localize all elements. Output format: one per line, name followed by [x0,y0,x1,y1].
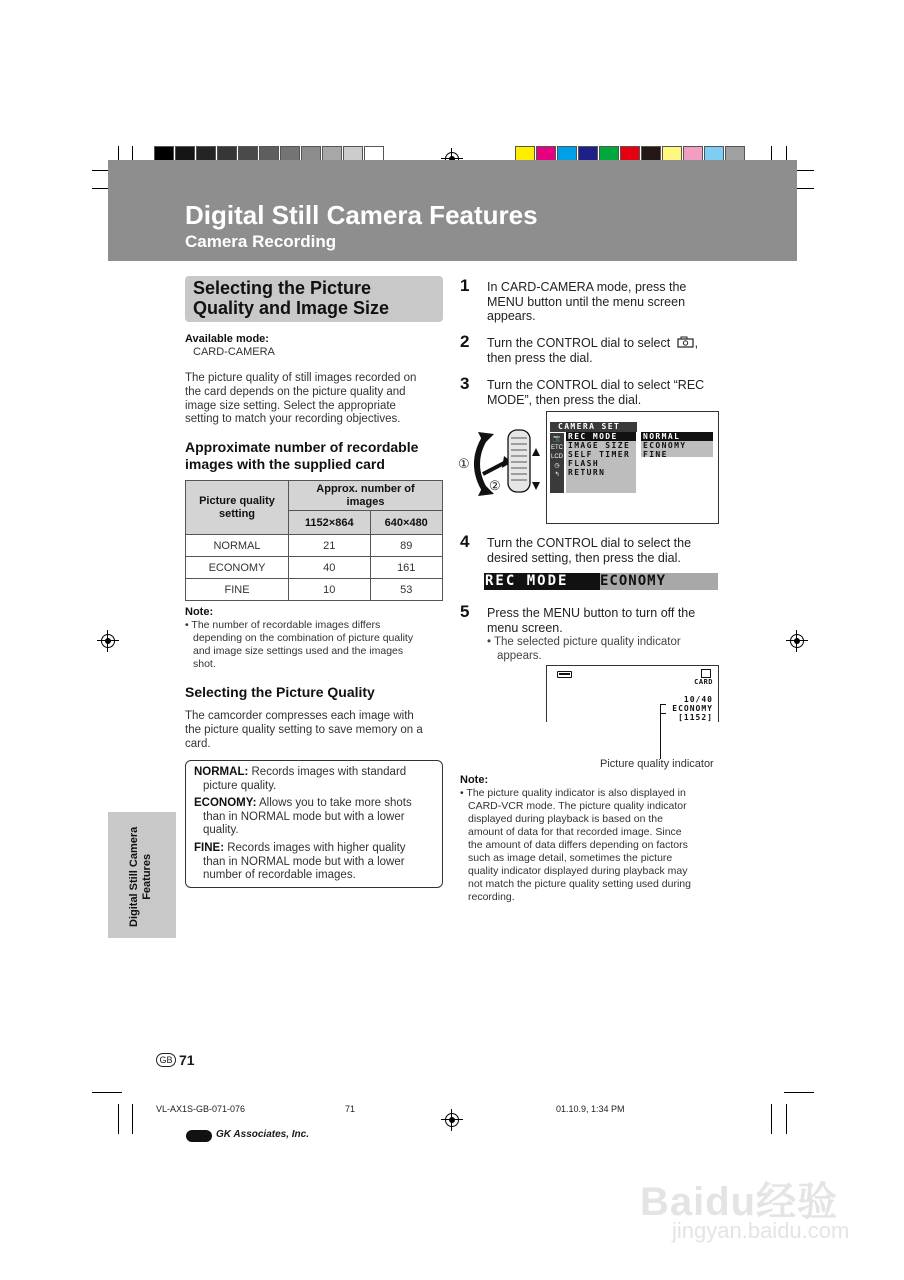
cell-value: 161 [370,557,443,579]
step-line: Turn the CONTROL dial to select “REC [487,378,705,392]
step-number: 4 [460,532,470,551]
chapter-side-tab [108,812,176,938]
header-line: setting [218,507,256,520]
definition-term: FINE: [194,841,225,854]
col-header-640: 640×480 [370,511,443,535]
lcd-icon: LCD [550,454,563,460]
step-line: menu screen. [487,620,563,635]
note-line: displayed during playback is based on the [468,813,663,825]
menu-item-rec-mode[interactable]: REC MODE [566,432,636,441]
dial-label-2: ② [489,478,501,493]
rec-mode-value: ECONOMY [600,573,667,589]
note-2 [460,774,724,904]
registration-mark-icon [786,630,808,652]
footer-page: 71 [345,1104,356,1114]
cell-value: 89 [370,535,443,557]
card-label: CARD [694,678,713,686]
side-tab-label [128,827,154,927]
quality-intro-line: card. [185,737,211,750]
note-line: • The picture quality indicator is also displayed in [460,787,686,799]
note-label: Note: [185,606,214,618]
definition-fine [194,842,434,883]
intro-line: The picture quality of still images recorded on [185,372,417,384]
step-line: Turn the CONTROL dial to select , [487,336,699,350]
step-5-bullet [487,635,681,663]
cell-setting: FINE [186,579,289,601]
definition-text: Records images with standard [248,766,407,778]
definition-text: than in NORMAL mode but with a lower [203,855,405,868]
rec-mode-label: REC MODE [484,573,600,590]
option-economy[interactable]: ECONOMY [643,441,687,450]
definition-term: NORMAL: [194,766,249,778]
chapter-header [108,160,797,261]
approx-heading-line: Approximate number of recordable [185,439,419,455]
camera-icon: 📷 [553,436,561,442]
cell-setting: ECONOMY [186,557,289,579]
rec-mode-bar [484,573,718,590]
section-title-line: Quality and Image Size [193,298,390,318]
menu-item-flash[interactable]: FLASH [568,459,600,468]
indicator-caption: Picture quality indicator [600,758,714,770]
crop-mark [771,1104,772,1134]
step-line: MODE”, then press the dial. [487,392,642,407]
cell-setting: NORMAL [186,535,289,557]
menu-side-icons [550,433,564,493]
company-name: GK Associates, Inc. [216,1129,309,1140]
definition-term: ECONOMY: [194,797,257,810]
menu-item-image-size[interactable]: IMAGE SIZE [568,441,631,450]
note-1 [185,606,447,671]
step-number: 5 [460,602,470,621]
step-line: desired setting, then press the dial. [487,550,681,565]
side-tab-line: Digital Still Camera [128,826,140,927]
region-badge: GB [156,1053,176,1067]
chapter-title: Digital Still Camera Features [185,200,538,230]
note-line: not match the picture quality setting used during [468,878,691,890]
menu-item-list [568,432,636,477]
quality-intro-line: The camcorder compresses each image with [185,710,414,722]
note-line: CARD-VCR mode. The picture quality indicator [468,800,687,812]
card-icon [701,669,711,678]
menu-title: CAMERA SET [550,422,637,432]
table-row [186,535,443,557]
image-size-indicator: [1152] [678,713,713,722]
menu-option-list [641,432,713,459]
note-label: Note: [460,774,489,786]
step-line: Turn the CONTROL dial to select the [487,536,692,550]
definition-text: Allows you to take more shots [256,797,412,810]
header-line: Picture quality [199,494,275,507]
control-dial-illustration [458,424,544,504]
cell-value: 53 [370,579,443,601]
option-normal[interactable]: NORMAL [641,432,713,441]
quality-intro-line: the picture quality setting to save memory on a [185,723,423,736]
intro-line: setting to match your recording objectives. [185,413,401,426]
definition-text: than in NORMAL mode but with a lower [203,810,405,823]
definition-text: quality. [203,824,239,837]
crop-mark [118,1104,119,1134]
company-logo-icon [186,1130,212,1142]
side-tab-line: Features [141,853,153,900]
available-mode-value: CARD-CAMERA [193,346,275,358]
menu-item-self-timer[interactable]: SELF TIMER [568,450,631,459]
table-row [186,557,443,579]
quality-bracket [660,704,666,714]
battery-icon [557,671,572,678]
option-fine[interactable]: FINE [643,450,668,459]
dial-label-1: ① [458,456,470,471]
step-line: Press the MENU button to turn off the [487,606,696,620]
note-line: quality indicator displayed during playback may [468,865,688,877]
step-4-text [487,536,691,565]
quality-indicator: ECONOMY [672,704,713,713]
quality-definitions-box [185,760,443,888]
recordable-images-table [185,480,443,601]
etc-icon: ETC [551,445,563,451]
step-number: 2 [460,332,470,351]
step-1-text [487,280,686,324]
definition-text: picture quality. [203,779,277,792]
registration-mark-icon [441,1109,463,1131]
definition-normal [194,766,434,793]
watermark-url: jingyan.baidu.com [672,1218,850,1243]
page-number: 71 [179,1052,195,1068]
registration-mark-icon [97,630,119,652]
step-line: appears. [487,309,536,324]
crop-mark [786,1104,787,1134]
note-line: recording. [468,891,515,903]
step-line: In CARD-CAMERA mode, press the [487,280,687,294]
footer-file-id: VL-AX1S-GB-071-076 [156,1104,246,1114]
bullet-line: • The selected picture quality indicator [487,636,681,648]
header-line: images [346,495,385,508]
crop-mark [784,1092,814,1093]
cell-value: 40 [289,557,371,579]
watermark-brand: Baidu经验 [640,1180,839,1224]
footer-timestamp: 01.10.9, 1:34 PM [556,1104,625,1114]
step-line-text: Turn the CONTROL dial to select [487,336,671,350]
timer-icon: ◷ [554,463,560,469]
note-line: depending on the combination of picture quality [193,632,414,644]
definition-text: Records images with higher quality [224,841,406,854]
approx-heading-line: images with the supplied card [185,456,385,472]
note-line: the amount of data differs depending on factors [468,839,688,851]
approx-heading [185,439,418,473]
note-line: amount of data for that recorded image. Since [468,826,682,838]
definition-text: number of recordable images. [203,869,356,882]
indicator-screen [546,665,719,722]
quality-intro [185,710,447,751]
col-header-1152: 1152×864 [289,511,371,535]
col-header-approx [289,481,443,511]
return-icon: ↰ [554,472,560,478]
intro-line: the card depends on the picture quality and [185,385,406,398]
crop-mark [132,1104,133,1134]
callout-line [660,714,661,759]
crop-mark [92,1092,122,1093]
indicator-readout [672,695,713,722]
bullet-line: appears. [497,650,542,662]
menu-screen [546,411,719,524]
available-mode-label: Available mode: [185,333,269,345]
col-header-setting [186,481,289,535]
intro-paragraph [185,372,445,427]
step-3-text [487,378,704,407]
step-number: 1 [460,276,470,295]
camera-settings-icon [677,336,695,348]
section-title-line: Selecting the Picture [193,278,372,298]
definition-economy [194,797,434,838]
note-line: • The number of recordable images differs [185,619,381,631]
cell-value: 10 [289,579,371,601]
step-line: then press the dial. [487,350,593,365]
step-2-text [487,336,698,365]
note-line: shot. [193,658,216,670]
note-line: and image size settings used and the images [193,645,404,657]
step-number: 3 [460,374,470,393]
step-line: MENU button until the menu screen [487,294,686,309]
quality-heading: Selecting the Picture Quality [185,684,375,700]
chapter-subtitle: Camera Recording [185,232,337,251]
note-line: such as image detail, sometimes the picture [468,852,673,864]
intro-line: image size setting. Select the appropriate [185,399,396,412]
image-count: 10/40 [683,695,713,704]
menu-item-return[interactable]: RETURN [568,468,606,477]
section-title-box [185,276,443,322]
cell-value: 21 [289,535,371,557]
step-5-text [487,606,695,635]
table-row [186,579,443,601]
header-line: Approx. number of [316,482,415,495]
